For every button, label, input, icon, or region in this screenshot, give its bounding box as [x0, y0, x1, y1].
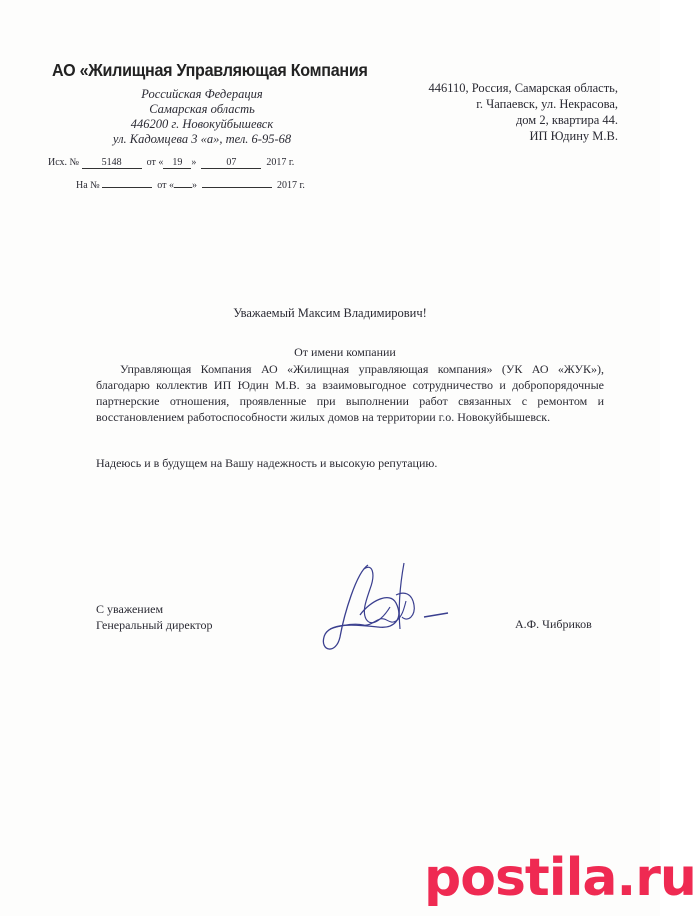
director-position: Генеральный директор [96, 618, 213, 632]
outgoing-number: 5148 [82, 157, 142, 169]
from-word: от « [157, 180, 174, 191]
sender-address [52, 87, 352, 147]
incoming-reference [76, 180, 305, 191]
sender-block [52, 60, 368, 147]
recipient-line: 446110, Россия, Самарская область, [428, 81, 618, 95]
watermark: postila.ru [424, 848, 696, 908]
outgoing-prefix: Исх. № [48, 157, 80, 168]
sender-line: ул. Кадомцева 3 «а», тел. 6-95-68 [112, 132, 292, 146]
incoming-prefix: На № [76, 180, 100, 191]
sender-line: Российская Федерация [141, 87, 263, 101]
sender-line: 446200 г. Новокуйбышевск [130, 117, 274, 131]
handwritten-signature [300, 555, 460, 665]
letter-body [96, 361, 604, 425]
incoming-number [102, 187, 152, 188]
incoming-day [174, 187, 192, 188]
incoming-year: 2017 г. [276, 180, 305, 191]
company-name: АО «Жилищная Управляющая Компания [52, 60, 368, 80]
body-paragraph: Управляющая Компания АО «Жилищная управляющая компания» (УК АО «ЖУК»), благодарю коллектив ИП Юдин М.В. за взаимовыгодное сотрудничество и добропорядочные партнерские отношения, проявленные при выполнении работ связанных с ремонтом и восстановлением работоспособности жилых домов на территории г.о. Новокуйбышевск. [96, 362, 604, 424]
recipient-block [358, 80, 618, 144]
regards-block [96, 601, 213, 633]
salutation: Уважаемый Максим Владимирович! [233, 306, 427, 320]
quote-close: » [191, 180, 197, 191]
signatory-name: А.Ф. Чибриков [515, 617, 592, 631]
closing-sentence: Надеюсь и в будущем на Вашу надежность и высокую репутацию. [96, 456, 438, 470]
recipient-line: дом 2, квартира 44. [515, 113, 618, 127]
letter-subtitle: От имени компании [294, 345, 396, 359]
outgoing-reference [48, 157, 294, 169]
outgoing-year: 2017 г. [266, 157, 295, 168]
quote-close: » [191, 157, 197, 168]
outgoing-day: 19 [163, 157, 191, 169]
outgoing-month: 07 [201, 157, 261, 169]
recipient-line: г. Чапаевск, ул. Некрасова, [476, 97, 618, 111]
recipient-line: ИП Юдину М.В. [529, 129, 618, 143]
sender-line: Самарская область [149, 102, 255, 116]
incoming-month [202, 187, 272, 188]
from-word: от « [146, 157, 164, 168]
regards-text: С уважением [96, 602, 164, 616]
